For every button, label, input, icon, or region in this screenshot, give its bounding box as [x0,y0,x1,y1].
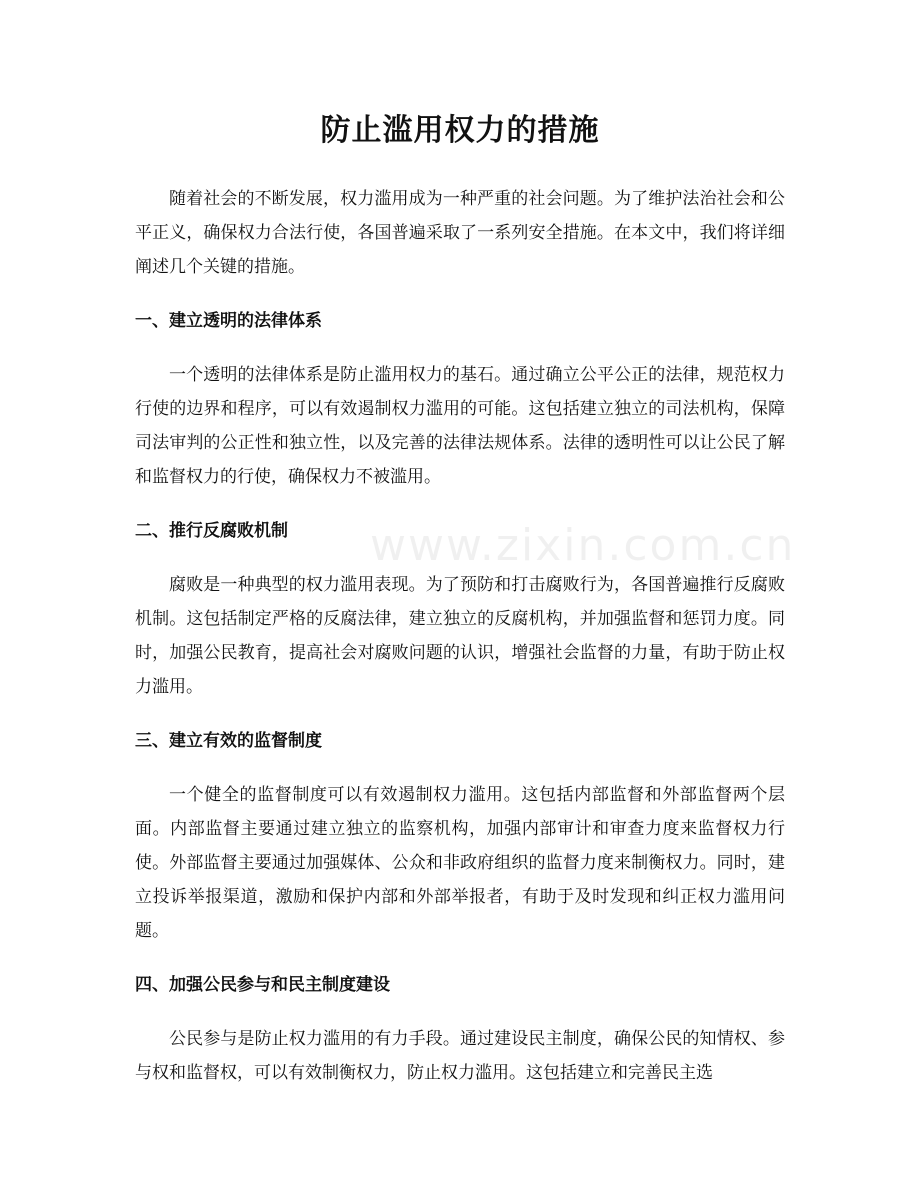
section-heading-2: 二、推行反腐败机制 [135,521,288,541]
section-body-2: 腐败是一种典型的权力滥用表现。为了预防和打击腐败行为，各国普遍推行反腐败机制。这包括制定严格的反腐法律，建立独立的反腐机构，并加强监督和惩罚力度。同时，加强公民教育，提高社会对腐败问题的认识，增强社会监督的力量，有助于防止权力滥用。 [135,575,785,697]
section-heading-1: 一、建立透明的法律体系 [135,311,322,331]
section-body-1: 一个透明的法律体系是防止滥用权力的基石。通过确立公平公正的法律，规范权力行使的边界和程序，可以有效遏制权力滥用的可能。这包括建立独立的司法机构，保障司法审判的公正性和独立性，以及完善的法律法规体系。法律的透明性可以让公民了解和监督权力的行使，确保权力不被滥用。 [135,365,785,487]
watermark: www.zixin.com.cn [370,520,796,571]
document-title: 防止滥用权力的措施 [320,113,600,148]
section-body-3: 一个健全的监督制度可以有效遏制权力滥用。这包括内部监督和外部监督两个层面。内部监督主要通过建立独立的监察机构，加强内部审计和审查力度来监督权力行使。外部监督主要通过加强媒体、公众和非政府组织的监督力度来制衡权力。同时，建立投诉举报渠道，激励和保护内部和外部举报者，有助于及时发现和纠正权力滥用问题。 [135,785,785,941]
section-body-4: 公民参与是防止权力滥用的有力手段。通过建设民主制度，确保公民的知情权、参与权和监督权，可以有效制衡权力，防止权力滥用。这包括建立和完善民主选 [135,1029,785,1083]
section-heading-4: 四、加强公民参与和民主制度建设 [135,975,390,995]
document-body [135,182,785,1090]
section-heading-3: 三、建立有效的监督制度 [135,731,322,751]
intro-paragraph: 随着社会的不断发展，权力滥用成为一种严重的社会问题。为了维护法治社会和公平正义，确保权力合法行使，各国普遍采取了一系列安全措施。在本文中，我们将详细阐述几个关键的措施。 [135,189,785,277]
